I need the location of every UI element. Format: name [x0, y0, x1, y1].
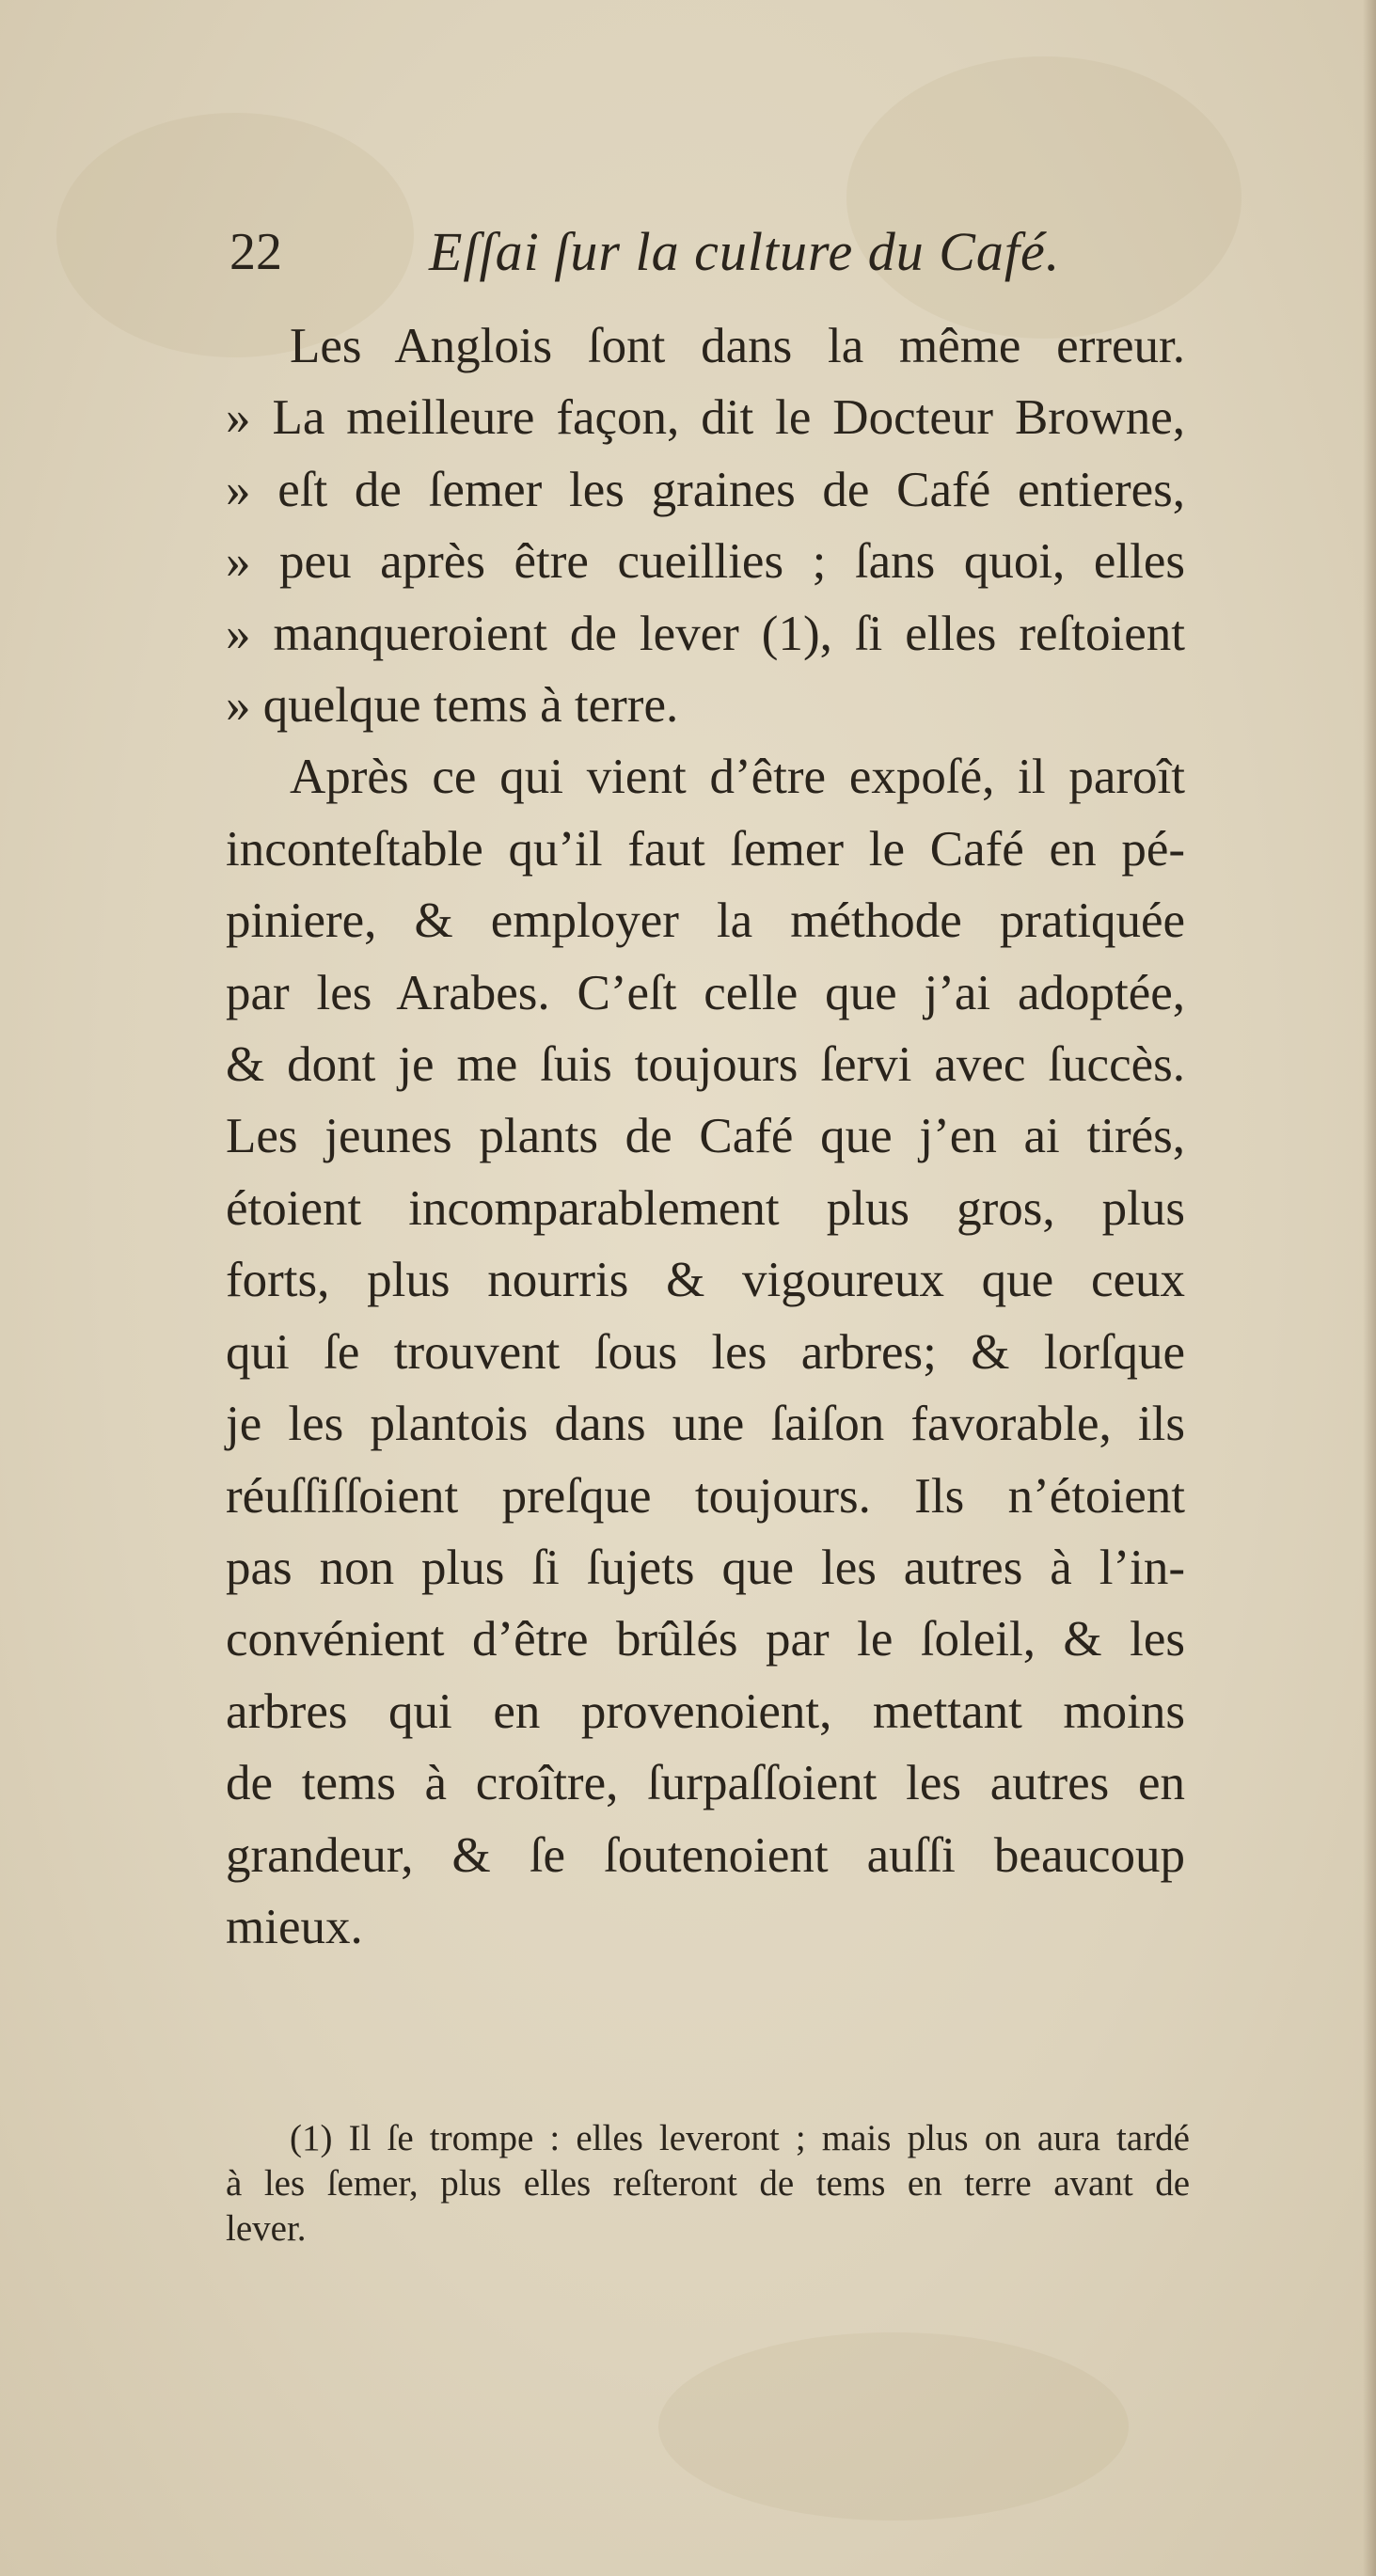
text-line: par les Arabes. C’eſt celle que j’ai adoptée,: [226, 965, 1185, 1020]
text-line: forts, plus nourris & vigoureux que ceux: [226, 1253, 1185, 1308]
text-line: & dont je me ſuis toujours ſervi avec ſuccès.: [226, 1037, 1185, 1093]
footnote: [226, 2116, 1190, 2252]
text-line: » peu après être cueillies ; ſans quoi, elles: [226, 534, 1185, 590]
text-line: je les plantois dans une ſaiſon favorable, ils: [226, 1397, 1185, 1452]
text-line: » La meilleure façon, dit le Docteur Browne,: [226, 390, 1185, 446]
page-edge-shadow: [1363, 0, 1376, 2576]
text-line: » manqueroient de lever (1), ſi elles reſtoient: [226, 606, 1185, 661]
text-line: mieux.: [226, 1899, 363, 1954]
text-line: Après ce qui vient d’être expoſé, il paroît: [290, 750, 1185, 805]
paper-stain: [846, 56, 1242, 339]
text-line: inconteſtable qu’il faut ſemer le Café en pé-: [226, 821, 1185, 877]
paper-stain: [658, 2332, 1129, 2521]
text-line: convénient d’être brûlés par le ſoleil, & les: [226, 1612, 1185, 1667]
body-text: [226, 310, 1185, 1963]
text-line: de tems à croître, ſurpaſſoient les autres en: [226, 1756, 1185, 1811]
text-line: piniere, & employer la méthode pratiquée: [226, 893, 1185, 949]
text-line: » eſt de ſemer les graines de Café entieres,: [226, 462, 1185, 517]
running-head-title: Eſſai ſur la culture du Café.: [429, 221, 1061, 282]
text-line: pas non plus ſi ſujets que les autres à l’in-: [226, 1540, 1185, 1595]
text-line: Les jeunes plants de Café que j’en ai tirés,: [226, 1109, 1185, 1164]
text-line: arbres qui en provenoient, mettant moins: [226, 1683, 1185, 1739]
text-line: Les Anglois ſont dans la même erreur.: [290, 319, 1185, 373]
text-line: » quelque tems à terre.: [226, 678, 679, 734]
text-line: réuſſiſſoient preſque toujours. Ils n’étoient: [226, 1468, 1185, 1524]
footnote-line: à les ſemer, plus elles reſteront de tems en terre avant de: [226, 2163, 1190, 2204]
footnote-line: (1) Il ſe trompe : elles leveront ; mais plus on aura tardé: [290, 2118, 1190, 2158]
text-line: étoient incomparablement plus gros, plus: [226, 1180, 1185, 1236]
page-number: 22: [229, 223, 282, 281]
running-head: [214, 214, 1211, 290]
footnote-line: lever.: [226, 2208, 307, 2249]
text-line: qui ſe trouvent ſous les arbres; & lorſque: [226, 1324, 1185, 1380]
text-line: grandeur, & ſe ſoutenoient auſſi beaucoup: [226, 1827, 1185, 1883]
